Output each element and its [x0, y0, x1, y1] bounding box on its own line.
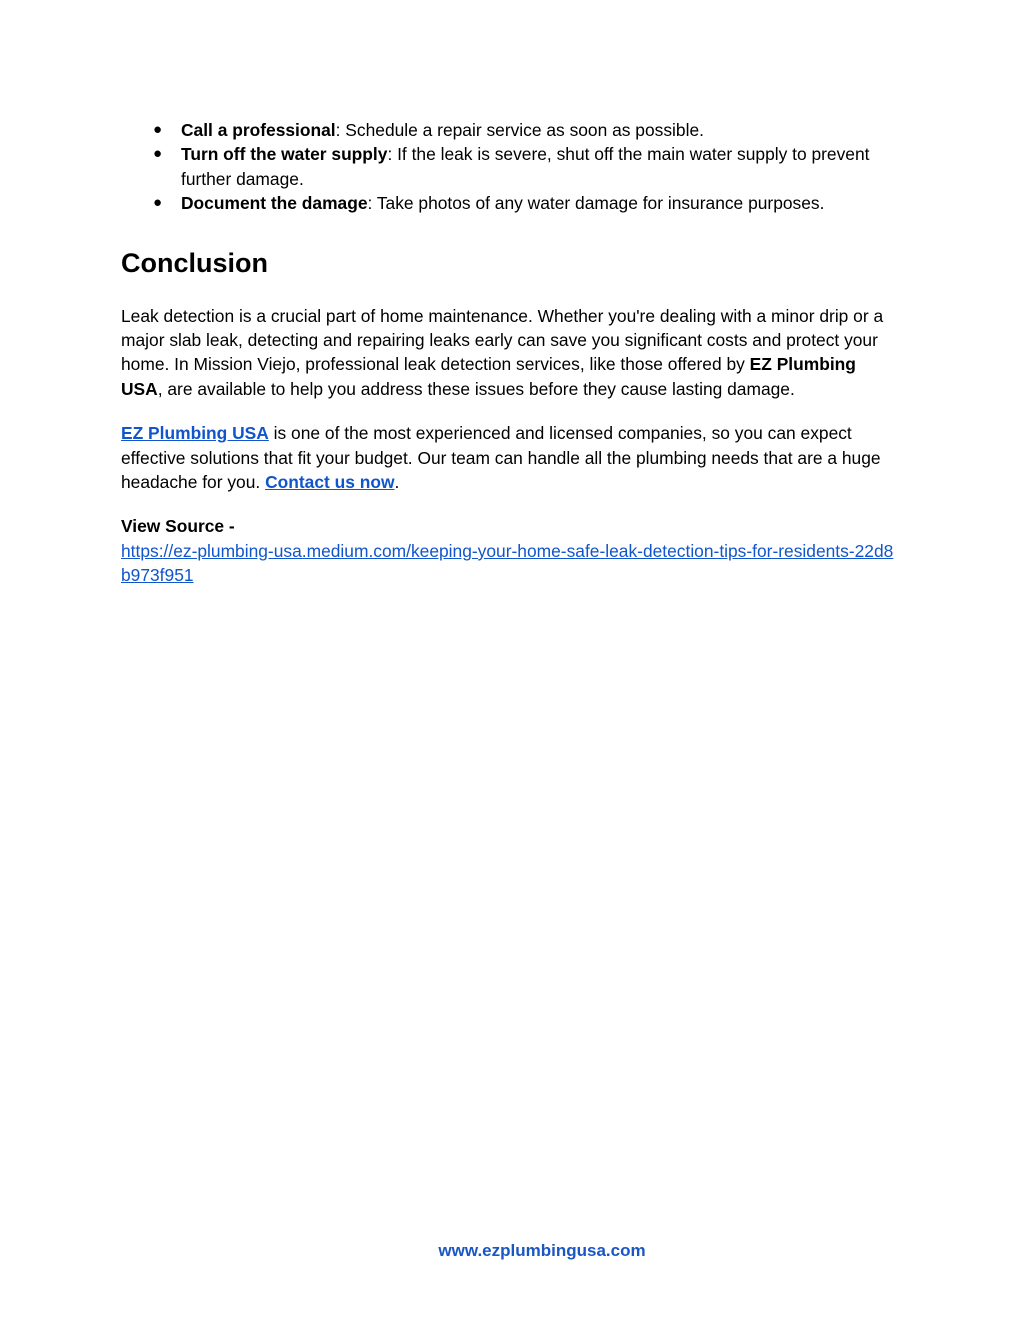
list-item — [121, 118, 901, 142]
action-bullet-list — [121, 118, 901, 216]
bullet-text: : Schedule a repair service as soon as possible. — [335, 120, 704, 140]
list-item — [121, 191, 901, 215]
conclusion-paragraph — [121, 304, 901, 402]
bullet-icon: ● — [153, 194, 163, 212]
bullet-icon: ● — [153, 145, 163, 163]
bullet-title: Turn off the water supply — [181, 144, 388, 165]
bullet-text: : Take photos of any water damage for insurance purposes. — [367, 193, 825, 214]
company-paragraph — [121, 421, 901, 494]
paragraph-end: . — [394, 472, 400, 493]
bullet-title: Document the damage — [181, 193, 368, 214]
paragraph-text: Leak detection is a crucial part of home maintenance. Whether you're dealing with a minor drip or a major slab leak, detecting and repairing leaks early can save you significant costs and protect your home. In Mission Viejo, professional leak detection services, like those offered by — [121, 305, 884, 375]
conclusion-heading: Conclusion — [121, 247, 268, 278]
source-url-link[interactable]: https://ez-plumbing-usa.medium.com/keeping-your-home-safe-leak-detection-tips-for-residents-22d8b973f951 — [121, 540, 894, 586]
bullet-title: Call a professional — [181, 120, 336, 140]
company-link[interactable]: EZ Plumbing USA — [121, 423, 269, 444]
bullet-icon: ● — [153, 121, 163, 138]
company-name: EZ Plumbing USA — [121, 354, 856, 399]
source-block — [121, 514, 901, 587]
contact-us-link[interactable]: Contact us now — [265, 472, 395, 493]
document-page — [121, 118, 901, 588]
paragraph-text: is one of the most experienced and licensed companies, so you can expect effective solutions that fit your budget. Our team can handle all the plumbing needs that are a huge headache for you. — [121, 423, 881, 493]
footer-website: www.ezplumbingusa.com — [438, 1241, 646, 1260]
source-label: View Source - — [121, 516, 235, 537]
list-item — [121, 142, 901, 191]
bullet-text: : If the leak is severe, shut off the main water supply to prevent further damage. — [181, 144, 870, 189]
paragraph-tail: , are available to help you address these issues before they cause lasting damage. — [157, 378, 795, 399]
